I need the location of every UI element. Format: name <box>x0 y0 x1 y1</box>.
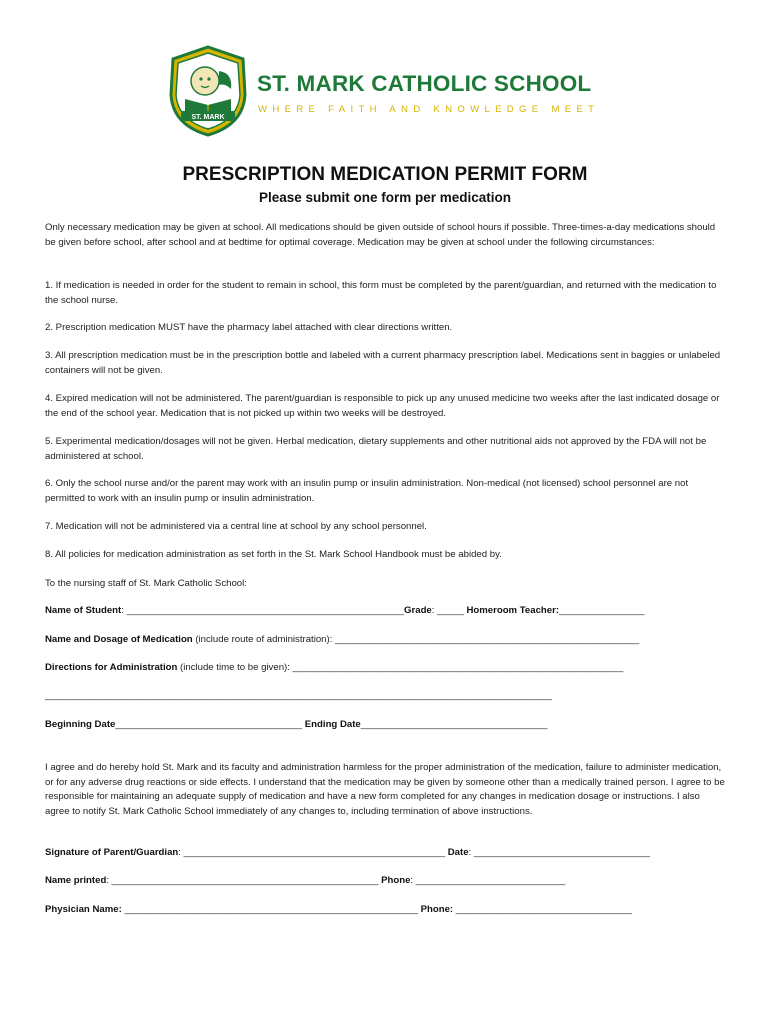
grade-field[interactable]: : _____ <box>431 605 467 616</box>
rule-7: 7. Medication will not be administered via a central line at school by any school personnel. <box>45 521 427 532</box>
physician-name-field[interactable]: _______________________________________________________ <box>121 904 421 915</box>
form-subtitle: Please submit one form per medication <box>258 190 512 205</box>
student-row <box>45 605 735 616</box>
directions-row <box>45 662 735 673</box>
phone-field[interactable]: : ____________________________ <box>410 875 566 886</box>
beginning-date-label: Beginning Date <box>45 719 116 730</box>
physician-phone-label: Phone: <box>420 904 454 915</box>
ending-date-label: Ending Date <box>304 719 361 730</box>
signature-label: Signature of Parent/Guardian <box>45 847 179 858</box>
student-name-label: Name of Student <box>45 605 122 616</box>
homeroom-teacher-label: Homeroom Teacher: <box>466 605 560 616</box>
beginning-date-field[interactable]: ___________________________________ <box>115 719 305 730</box>
medication-row <box>45 634 735 645</box>
physician-phone-field[interactable]: _________________________________ <box>453 904 632 915</box>
intro-paragraph: Only necessary medication may be given at school. All medications should be given outside of school hours if possible. Three-times-a-day medications should be given before school, after school and at bedtime for optimal coverage. Medication may be given at school under the following circumstances: <box>45 222 716 248</box>
school-header <box>165 45 615 140</box>
form-title: PRESCRIPTION MEDICATION PERMIT FORM <box>182 164 588 185</box>
seal-banner-text: ST. MARK <box>191 114 225 121</box>
rule-8: 8. All policies for medication administration as set forth in the St. Mark School Handbook must be abided by. <box>45 549 502 560</box>
grade-label: Grade <box>404 605 432 616</box>
rule-3: 3. All prescription medication must be in the prescription bottle and labeled with a current pharmacy prescription label. Medications sent in baggies or unlabeled containers will not be given. <box>45 350 721 376</box>
salutation: To the nursing staff of St. Mark Catholic School: <box>45 578 247 589</box>
rule-4: 4. Expired medication will not be administered. The parent/guardian is responsible to pick up any unused medicine two weeks after the last indicated dosage or the end of the school year. Medication that is not picked up within two weeks will be destroyed. <box>45 393 720 419</box>
student-name-field[interactable]: : ____________________________________________________ <box>121 605 405 616</box>
medication-label: Name and Dosage of Medication <box>45 634 193 645</box>
medication-field[interactable]: (include route of administration): _________________________________________________________ <box>192 634 640 645</box>
name-printed-label: Name printed <box>45 875 107 886</box>
signature-row <box>45 847 735 858</box>
physician-name-label: Physician Name: <box>45 904 122 915</box>
name-printed-row <box>45 875 735 886</box>
dates-row <box>45 719 735 730</box>
rule-6: 6. Only the school nurse and/or the parent may work with an insulin pump or insulin administration. Non-medical (not licensed) school personnel are not permitted to work with an insulin pump or insulin administration. <box>45 478 689 504</box>
rule-1: 1. If medication is needed in order for the student to remain in school, this form must be completed by the parent/guardian, and returned with the medication to the school nurse. <box>45 280 717 306</box>
physician-row <box>45 904 735 915</box>
ending-date-field[interactable]: ___________________________________ <box>360 719 548 730</box>
signature-field[interactable]: : _________________________________________________ <box>178 847 448 858</box>
school-tagline: WHERE FAITH AND KNOWLEDGE MEET <box>258 104 600 115</box>
directions-field[interactable]: (include time to be given): ______________________________________________________________ <box>177 662 624 673</box>
school-name: ST. MARK CATHOLIC SCHOOL <box>257 71 592 96</box>
name-printed-field[interactable]: : __________________________________________________ <box>106 875 382 886</box>
date-field[interactable]: : _________________________________ <box>468 847 650 858</box>
rule-2: 2. Prescription medication MUST have the pharmacy label attached with clear directions written. <box>45 322 453 333</box>
directions-label: Directions for Administration <box>45 662 178 673</box>
phone-label: Phone <box>381 875 411 886</box>
directions-extra-line[interactable]: _______________________________________________________________________________________________ <box>45 690 552 701</box>
rule-5: 5. Experimental medication/dosages will not be given. Herbal medication, dietary supplements and other nutritional aids not approved by the FDA will not be administered at school. <box>45 436 707 462</box>
date-label: Date <box>447 847 469 858</box>
agreement-paragraph: I agree and do hereby hold St. Mark and its faculty and administration harmless for the proper administration of the medication, failure to administer medication, or for any adverse drug reactions or side effects. I understand that the medication may be given by someone other than a medically trained person. I agree to be responsible for maintaining an adequate supply of medication and have a new form completed for any changes in medication dosage or instructions. I also agree to notify St. Mark Catholic School immediately of any changes to, including termination of above instructions. <box>45 762 725 817</box>
homeroom-teacher-field[interactable]: ________________ <box>559 605 645 616</box>
school-seal-logo <box>165 45 251 137</box>
